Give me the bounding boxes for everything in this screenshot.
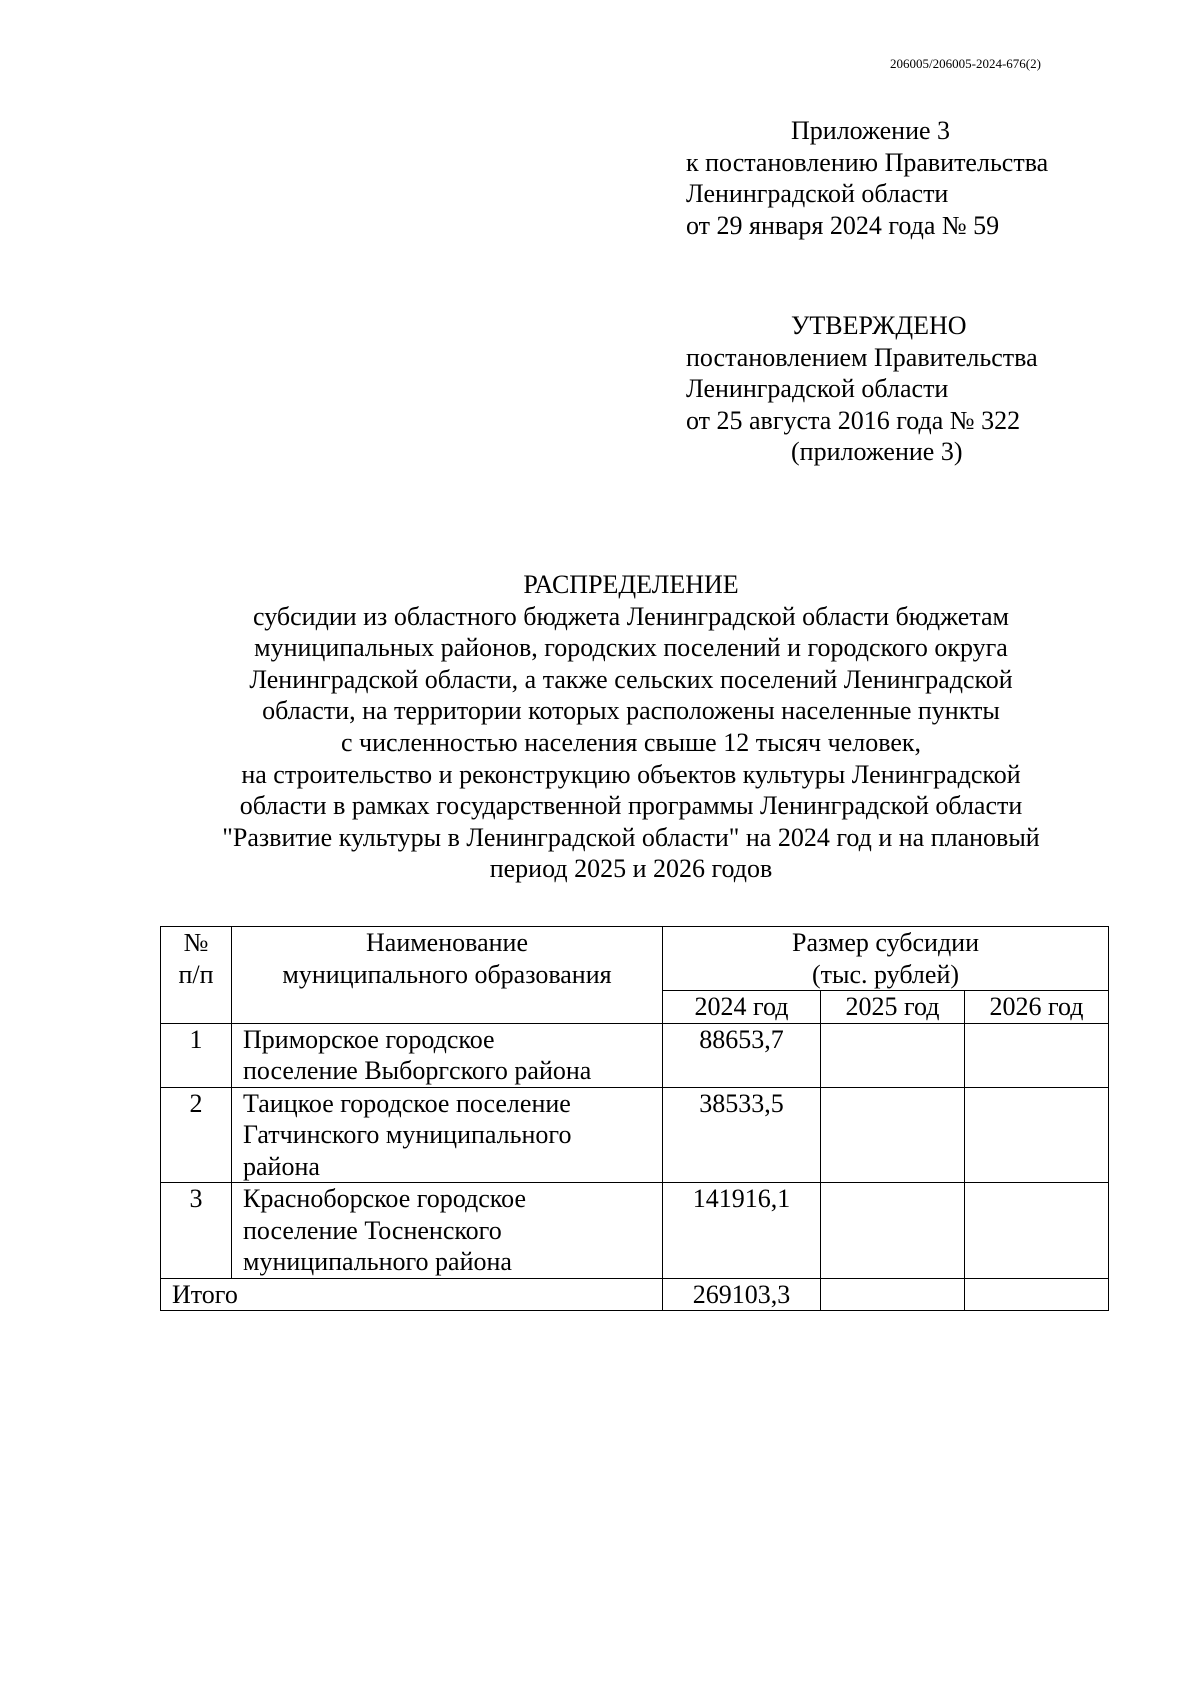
row-number: 3	[161, 1183, 232, 1279]
heading-line: "Развитие культуры в Ленинградской области" на 2024 год и на плановый	[222, 822, 1040, 852]
total-value-2024: 269103,3	[663, 1278, 821, 1311]
header-number-abbr: п/п	[178, 959, 214, 989]
row-number: 2	[161, 1087, 232, 1183]
approved-line: Ленинградской области	[686, 374, 949, 403]
total-value-2025	[821, 1278, 965, 1311]
total-value-2026	[965, 1278, 1109, 1311]
heading-line: муниципальных районов, городских поселений и городского округа	[254, 633, 1008, 663]
appendix-block	[686, 115, 1048, 241]
row-name-line: поселение Выборгского района	[243, 1056, 592, 1085]
heading-line: на строительство и реконструкцию объектов культуры Ленинградской	[241, 759, 1021, 789]
document-heading	[100, 569, 1162, 885]
header-year-2024: 2024 год	[663, 991, 821, 1024]
row-value-2025	[821, 1023, 965, 1087]
document-id: 206005/206005-2024-676(2)	[890, 56, 1041, 71]
header-number-symbol: №	[183, 928, 209, 957]
row-value-2025	[821, 1087, 965, 1183]
row-name-line: района	[243, 1151, 320, 1181]
row-name-line: муниципального района	[243, 1247, 512, 1276]
header-size-unit: (тыс. рублей)	[812, 959, 960, 989]
row-name	[232, 1023, 663, 1087]
row-number: 1	[161, 1023, 232, 1087]
table-row	[161, 1087, 1109, 1183]
table-total-row	[161, 1278, 1109, 1311]
row-value-2024: 88653,7	[663, 1023, 821, 1087]
approved-line: постановлением Правительства	[686, 342, 1038, 372]
row-name-line: Красноборское городское	[243, 1184, 526, 1213]
header-name-line: муниципального образования	[282, 959, 612, 989]
approved-title: УТВЕРЖДЕНО	[791, 311, 967, 340]
row-value-2024: 38533,5	[663, 1087, 821, 1183]
header-number-cell	[161, 927, 232, 1024]
appendix-title: Приложение 3	[791, 116, 951, 145]
row-value-2026	[965, 1087, 1109, 1183]
heading-line: период 2025 и 2026 годов	[489, 854, 773, 884]
heading-line: области в рамках государственной программы Ленинградской области	[239, 791, 1023, 821]
heading-line: с численностью населения свыше 12 тысяч человек,	[340, 727, 922, 757]
heading-line: области, на территории которых расположены населенные пункты	[262, 696, 1000, 726]
row-value-2026	[965, 1183, 1109, 1279]
row-name	[232, 1183, 663, 1279]
header-size-line: Размер субсидии	[792, 928, 980, 957]
row-name-line: Таицкое городское поселение	[243, 1088, 571, 1118]
row-name-line: поселение Тосненского	[243, 1215, 502, 1245]
header-year-2025: 2025 год	[821, 991, 965, 1024]
heading-line: Ленинградской области, а также сельских поселений Ленинградской	[249, 664, 1013, 694]
table-row	[161, 1183, 1109, 1279]
row-value-2024: 141916,1	[663, 1183, 821, 1279]
table-row	[161, 1023, 1109, 1087]
table-header-row	[161, 927, 1109, 991]
row-name-line: Гатчинского муниципального	[243, 1120, 572, 1149]
header-name-cell	[232, 927, 663, 1024]
header-name-line: Наименование	[366, 928, 528, 957]
row-name-line: Приморское городское	[243, 1024, 495, 1054]
appendix-line: Ленинградской области	[686, 179, 949, 208]
appendix-line: к постановлению Правительства	[686, 147, 1049, 177]
approved-line: (приложение 3)	[791, 437, 963, 466]
subsidy-table	[160, 926, 1109, 1311]
row-name	[232, 1087, 663, 1183]
header-size-cell	[663, 927, 1109, 991]
header-year-2026: 2026 год	[965, 991, 1109, 1024]
total-label: Итого	[161, 1278, 663, 1311]
heading-title: РАСПРЕДЕЛЕНИЕ	[523, 570, 739, 599]
appendix-line: от 29 января 2024 года № 59	[686, 210, 1000, 240]
approved-line: от 25 августа 2016 года № 322	[686, 405, 1021, 435]
heading-line: субсидии из областного бюджета Ленинградской области бюджетам	[253, 601, 1009, 631]
row-value-2025	[821, 1183, 965, 1279]
row-value-2026	[965, 1023, 1109, 1087]
approved-block	[686, 310, 1038, 468]
